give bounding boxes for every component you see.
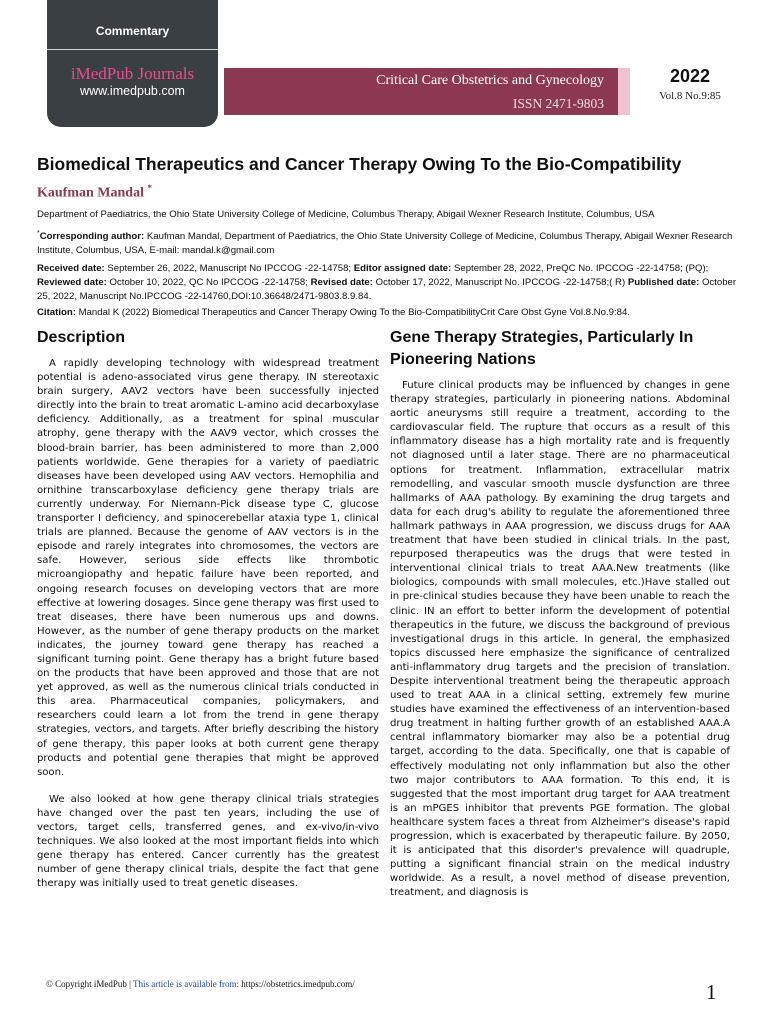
paragraph: A rapidly developing technology with widespread treatment potential is adeno-associated virus gene therapy. IN stereotaxic brain surgery, AAV2 vectors have been successfully injected directly into the brain to treat aromatic L-amino acid decarboxylase deficiency. Additionally, as a treatment for spinal muscular atrophy, gene therapy with the AAV9 vector, which crosses the blood-brain barrier, has been administered to more than 2,000 patients worldwide. Gene therapies for a variety of paediatric diseases have been developed using AAV vectors. Hemophilia and ornithine transcarboxylase deficiency gene therapy trials are currently underway. For Niemann-Pick disease type C, glucose transporter I deficiency, and spinocerebellar ataxia type 1, clinical trials are planned. Because the genome of AAV vectors is in the episode and rarely integrates into chromosomes, the vectors are safe. However, serious side effects like thrombotic microangiopathy and hepatic failure have been reported, and ongoing research focuses on developing vectors that are more effective at lowering dosages. Since gene therapy was first used to treat diseases, there have been numerous ups and downs. However, as the number of gene therapy products on the market indicates, the journey toward gene therapy has reached a significant turning point. Gene therapy has a bright future based on the products that have been approved and those that are not yet approved, as well as the numerous clinical trials conducted in this area. Pharmaceutical companies, policymakers, and researchers could learn a lot from the trend in gene therapy strategies, vectors, and targets. After briefly describing the history of gene therapy, this paper looks at both current gene therapy products and potential gene therapies that might be approved soon. (37, 358, 379, 778)
availability-text: This article is available from: (132, 979, 242, 989)
reviewed-date: October 10, 2022, QC No IPCCOG -22-14758; (106, 277, 311, 288)
received-label: Received date: (37, 263, 105, 274)
citation (37, 306, 737, 320)
author-mark: * (147, 183, 152, 193)
page-footer (46, 979, 355, 989)
publisher-logo: iMedPub Journals (70, 64, 195, 83)
received-date: September 26, 2022, Manuscript No IPCCOG -22-14758; (104, 263, 354, 274)
paragraph: Future clinical products may be influenced by changes in gene therapy strategies, particularly in pioneering nations. Abdominal aortic aneurysms still require a treatment, according to the cardiovascular field. The rupture that occurs as a result of this inflammatory disease has a high mortality rate and is frequently not diagnosed until a later stage. There are no pharmaceutical options for treatment. Inflammation, extracellular matrix remodelling, and vascular smooth muscle dysfunction are three hallmarks of AAA pathology. By examining the drug targets and data for each drug's ability to regulate the aforementioned three hallmark pathways in AAA progression, we discuss drugs for AAA treatment that have been studied in clinical trials. In the past, repurposed therapeutics was the drugs that were tested in interventional clinical trials to treat AAA.New treatments (like biologics, compounds with small molecules, etc.)Have stalled out in pre-clinical studies because they have been unable to reach the clinic. IN an effort to better inform the development of potential therapeutics in the future, we discuss the background of previous investigational drugs in this article. In general, the emphasized topics discussed here emphasize the significance of centralized anti-inflammatory drug targets and the precision of translation. Despite interventional treatment being the therapeutic approach used to treat AAA in a clinical setting, extremely few murine studies have examined the effectiveness of an intervention-based drug treatment in halting further growth of an established AAA.A central inflammatory biomarker may also be a potential drug target, according to the data. Specifically, one that is capable of effectively modulating not only inflammation but also the other two major contributors to AAA formation. To this end, it is suggested that the most important drug target for AAA treatment is an mPGES inhibitor that prevents PGE formation. The global healthcare system faces a threat from Alzheimer's disease's rapid progression, which is exacerbated by therapeutic failure. By 2050, it is anticipated that this disorder's prevalence will quadruple, putting a significant financial strain on the medical industry worldwide. As a result, a novel method of disease prevention, treatment, and diagnosis is (390, 380, 730, 899)
citation-text: Mandal K (2022) Biomedical Therapeutics and Cancer Therapy Owing To the Bio-CompatibilityCrit Care Obst Gyne Vol.8.No.9:84. (75, 307, 630, 318)
journal-band-tab (618, 68, 630, 115)
volume-info: Vol.8 No.9:85 (659, 90, 721, 102)
article-url-link[interactable]: https://obstetrics.imedpub.com/ (241, 979, 355, 989)
article-title: Biomedical Therapeutics and Cancer Therapy Owing To the Bio-Compatibility (37, 154, 682, 174)
editor-date: September 28, 2022, PreQC No. IPCCOG -22-14758; (PQ); (451, 263, 709, 274)
author-name (37, 183, 152, 202)
revised-label: Revised date: (310, 277, 373, 288)
page-number: 1 (706, 980, 717, 1004)
citation-label: Citation: (37, 307, 76, 318)
corresponding-mark: * (37, 230, 40, 237)
corresponding-text: Kaufman Mandal, Department of Paediatrics, the Ohio State University College of Medicine, Columbus Therapy, Abigail Wexner Research Institute, Columbus, USA, E-mail: mandal.k@gmail.com (37, 231, 733, 257)
article-dates (37, 262, 737, 304)
published-label: Published date: (627, 277, 700, 288)
corresponding-author (37, 227, 737, 258)
editor-label: Editor assigned date: (353, 263, 452, 274)
affiliation: Department of Paediatrics, the Ohio State University College of Medicine, Columbus Therapy, Abigail Wexner Research Institute, Columbus, USA (37, 209, 655, 220)
publication-year: 2022 (669, 66, 711, 86)
published-date: October 25, 2022, Manuscript No.IPCCOG -22-14760,DOI:10.36648/2471-9803.8.9.84. (37, 277, 737, 302)
reviewed-label: Reviewed date: (37, 277, 107, 288)
right-column (390, 327, 730, 913)
paragraph: We also looked at how gene therapy clinical trials strategies have changed over the past ten years, including the use of vectors, target cells, transferred genes, and ex-vivo/in-vivo techniques. We also looked at the most important fields into which gene therapy has entered. Cancer currently has the greatest number of gene therapy clinical trials, despite the fact that gene therapy was initially used to treat genetic diseases. (37, 793, 379, 890)
section-heading-gene-therapy: Gene Therapy Strategies, Particularly In Pioneering Nations (390, 329, 694, 368)
author-name-text: Kaufman Mandal (37, 185, 144, 201)
corresponding-label: Corresponding author: (39, 231, 145, 243)
journal-issn: ISSN 2471-9803 (512, 96, 604, 111)
publisher-url-link[interactable]: www.imedpub.com (80, 84, 185, 98)
revised-date: October 17, 2022, Manuscript No. IPCCOG -22-14758;( R) (372, 277, 628, 288)
section-label: Commentary (95, 24, 170, 38)
copyright-text: © Copyright iMedPub | (46, 979, 133, 989)
header-divider (47, 49, 218, 50)
left-column (37, 327, 379, 904)
section-heading-description: Description (37, 329, 126, 346)
journal-name: Critical Care Obstetrics and Gynecology (376, 73, 604, 88)
